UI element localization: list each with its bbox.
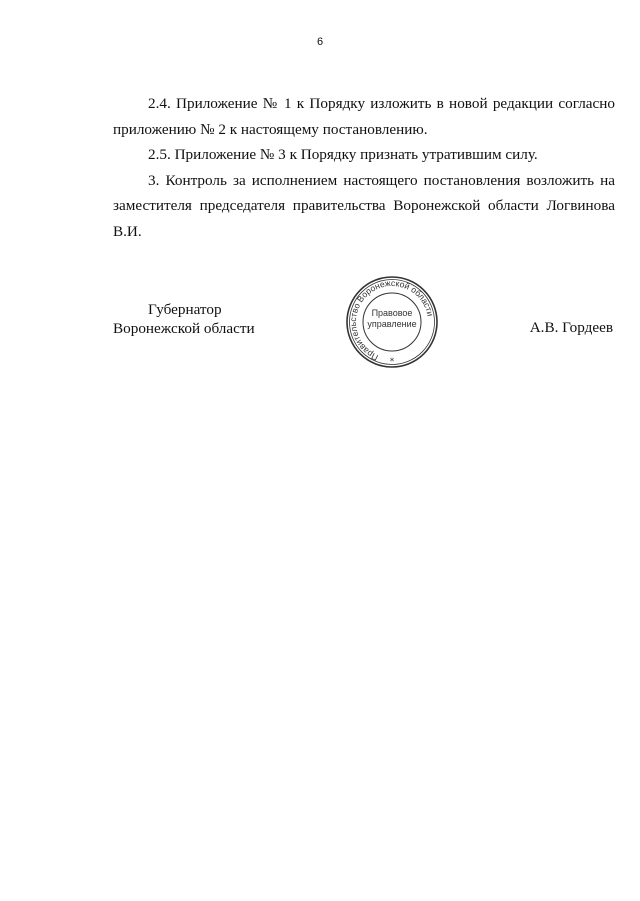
paragraph-2-4: 2.4. Приложение № 1 к Порядку изложить в новой редакции согласно приложению № 2 к настоящему постановлению.	[113, 95, 615, 138]
seal-center-line1: Правовое	[371, 308, 413, 318]
paragraph-2-5: 2.5. Приложение № 3 к Порядку признать утратившим силу.	[148, 146, 538, 163]
signatory-title-line2: Воронежской области	[113, 320, 255, 337]
signatory-title-line1: Губернатор	[148, 301, 222, 318]
page-number: 6	[316, 36, 324, 48]
paragraph-3: 3. Контроль за исполнением настоящего постановления возложить на заместителя председателя правительства Воронежской области Логвинова В.И.	[113, 171, 615, 240]
seal-center-text	[344, 308, 440, 330]
seal-ring-text: Правительство Воронежской области	[347, 277, 436, 363]
seal-center-line2: управление	[367, 319, 417, 329]
seal-star: *	[389, 357, 395, 367]
official-seal	[344, 274, 440, 370]
document-body	[113, 91, 615, 244]
signatory-name: А.В. Гордеев	[529, 319, 613, 336]
signatory-title	[113, 300, 255, 338]
